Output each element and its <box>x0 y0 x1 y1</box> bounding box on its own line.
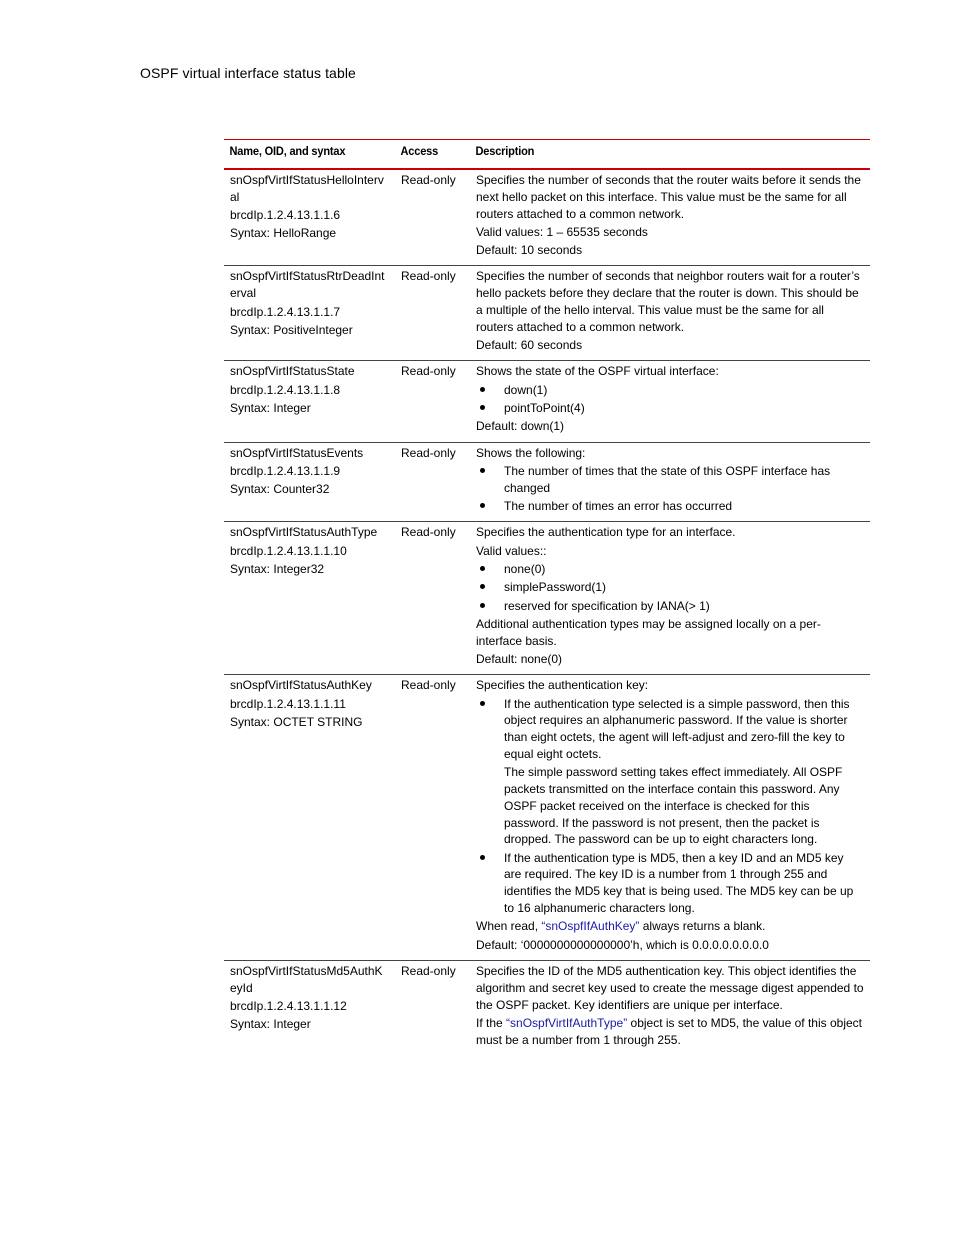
list-item <box>476 696 864 849</box>
object-oid: brcdIp.1.2.4.13.1.1.6 <box>230 208 341 223</box>
list-item-text: The simple password setting takes effect immediately. All OSPF packets transmitted on the interface contain this password. Any OSPF packet received on the interface is checked for this password. If the password is not present, then the packet is dropped. The password can be up to eight characters long. <box>504 765 843 847</box>
snospfvirtifauthtype-link[interactable]: “snOspfVirtIfAuthType” <box>506 1015 628 1030</box>
object-access: Read-only <box>401 364 456 379</box>
object-name: snOspfVirtIfStatusEvents <box>230 445 364 460</box>
object-access: Read-only <box>401 525 456 540</box>
list-item: down(1) <box>476 382 864 399</box>
description-text: Specifies the number of seconds that the router waits before it sends the next hello packet on this interface. This value must be the same for all routers attached to a common network. <box>476 173 861 221</box>
object-oid: brcdIp.1.2.4.13.1.1.9 <box>230 463 341 478</box>
object-oid: brcdIp.1.2.4.13.1.1.10 <box>230 543 347 558</box>
table-row <box>224 675 870 961</box>
description-text: Valid values:: <box>476 543 547 558</box>
description-text: Additional authentication types may be assigned locally on a per-interface basis. <box>476 616 821 648</box>
bullet-list <box>476 382 864 417</box>
ospf-virtual-interface-status-table <box>224 139 870 1055</box>
list-item: The number of times that the state of this OSPF interface has changed <box>476 463 864 497</box>
object-name: snOspfVirtIfStatusRtrDeadInterval <box>230 269 385 301</box>
description-text <box>476 1015 864 1049</box>
column-header-name: Name, OID, and syntax <box>229 144 346 158</box>
description-text: Specifies the ID of the MD5 authentication key. This object identifies the algorithm and secret key used to create the message digest appended to the OSPF packet. Key identifiers are unique per interface. <box>476 963 864 1012</box>
column-header-description: Description <box>475 144 535 158</box>
description-text: Default: 10 seconds <box>476 243 583 258</box>
description-text: Specifies the number of seconds that neighbor routers wait for a router’s hello packets before they declare that the router is down. This should be a multiple of the hello interval. This value must be the same for all routers attached to a common network. <box>476 269 860 334</box>
object-syntax: Syntax: OCTET STRING <box>230 714 363 729</box>
object-syntax: Syntax: HelloRange <box>230 226 337 241</box>
table-row <box>224 442 870 522</box>
page-header-title: OSPF virtual interface status table <box>140 65 356 81</box>
list-item: reserved for specification by IANA(> 1) <box>476 598 864 615</box>
object-name: snOspfVirtIfStatusState <box>230 364 355 379</box>
object-syntax: Syntax: Integer <box>230 1017 311 1032</box>
object-syntax: Syntax: Counter32 <box>230 482 330 497</box>
description-text: Default: 60 seconds <box>476 338 583 353</box>
object-name: snOspfVirtIfStatusMd5AuthKeyId <box>230 963 383 995</box>
table-row <box>224 361 870 442</box>
description-text: Default: ‘0000000000000000’h, which is 0.0.0.0.0.0.0.0 <box>476 937 769 952</box>
list-item: simplePassword(1) <box>476 579 864 596</box>
table-row <box>224 960 870 1054</box>
object-access: Read-only <box>401 445 456 460</box>
table-header-row <box>224 140 870 170</box>
description-text: Default: down(1) <box>476 419 565 434</box>
description-text: Specifies the authentication type for an interface. <box>476 525 736 540</box>
description-text: Shows the state of the OSPF virtual interface: <box>476 364 719 379</box>
object-oid: brcdIp.1.2.4.13.1.1.12 <box>230 999 347 1014</box>
description-text: Default: none(0) <box>476 651 563 666</box>
bullet-list <box>476 696 864 917</box>
if-prefix: If the <box>476 1015 507 1030</box>
object-name: snOspfVirtIfStatusHelloInterval <box>230 173 384 204</box>
list-item: If the authentication type is MD5, then a key ID and an MD5 key are required. The key ID is a number from 1 through 255 and identifies the MD5 key that is being used. The MD5 key can be up to 16 alphanumeric characters long. <box>476 850 864 917</box>
object-oid: brcdIp.1.2.4.13.1.1.11 <box>230 696 346 711</box>
object-access: Read-only <box>401 269 456 284</box>
list-item-text: If the authentication type selected is a simple password, then this object requires an alphanumeric password. If the value is shorter than eight octets, the agent will left-adjust and zero-fill the key to equal eight octets. <box>504 696 850 761</box>
list-item: pointToPoint(4) <box>476 400 864 417</box>
bullet-list <box>476 561 864 614</box>
object-syntax: Syntax: Integer <box>230 401 311 416</box>
object-oid: brcdIp.1.2.4.13.1.1.8 <box>230 382 341 397</box>
object-syntax: Syntax: PositiveInteger <box>230 322 353 337</box>
description-text <box>476 918 864 935</box>
object-name: snOspfVirtIfStatusAuthKey <box>230 678 372 693</box>
read-suffix: always returns a blank. <box>639 919 766 934</box>
object-access: Read-only <box>401 678 456 693</box>
table-row <box>224 522 870 675</box>
table-row <box>224 169 870 266</box>
object-name: snOspfVirtIfStatusAuthType <box>230 525 378 540</box>
description-text: Shows the following: <box>476 445 586 460</box>
list-item: none(0) <box>476 561 864 578</box>
snospfifauthkey-link[interactable]: “snOspfIfAuthKey” <box>541 919 640 934</box>
object-access: Read-only <box>401 963 456 978</box>
read-prefix: When read, <box>476 919 542 934</box>
table-row <box>224 266 870 361</box>
description-text: Specifies the authentication key: <box>476 678 649 693</box>
bullet-list <box>476 463 864 515</box>
object-access: Read-only <box>401 173 456 187</box>
object-syntax: Syntax: Integer32 <box>230 561 325 576</box>
if-suffix: object is set to MD5, the value of this object must be a number from 1 through 255. <box>476 1015 862 1047</box>
description-text: Valid values: 1 – 65535 seconds <box>476 224 648 239</box>
column-header-access: Access <box>400 144 439 158</box>
object-oid: brcdIp.1.2.4.13.1.1.7 <box>230 304 341 319</box>
list-item: The number of times an error has occurred <box>476 498 864 515</box>
